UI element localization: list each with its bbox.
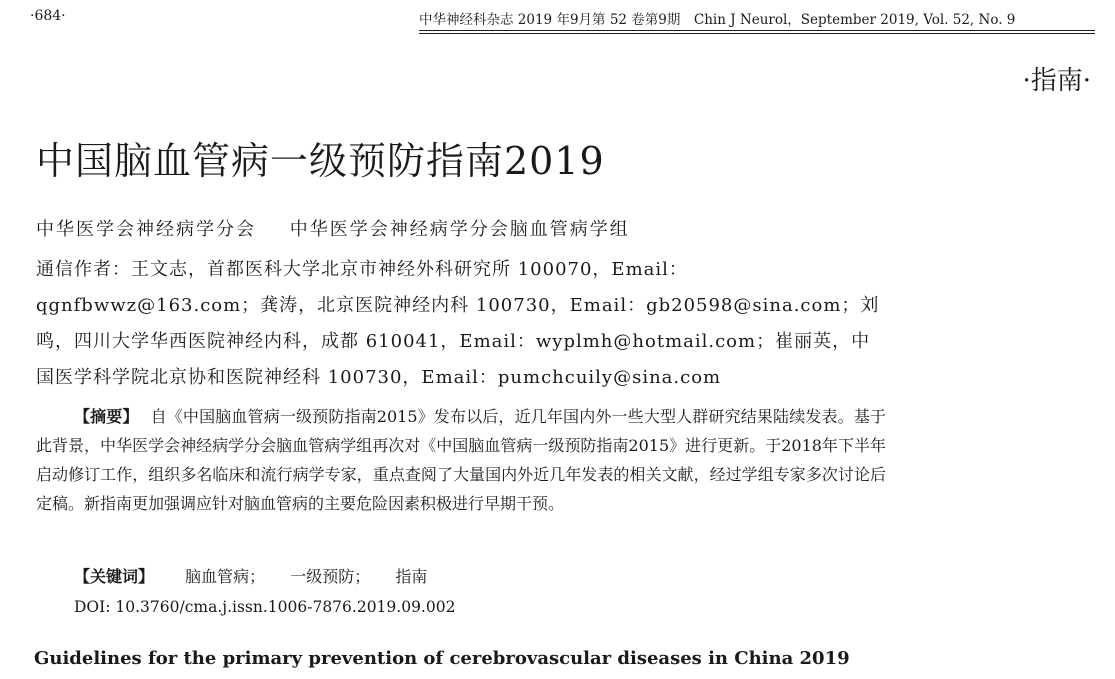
journal-header: 中华神经科杂志 2019 年9月第 52 卷第9期 Chin J Neurol，September 2019, Vol. 52, No. 9	[419, 12, 1016, 28]
page-number: ·684·	[30, 8, 66, 24]
keyword: 一级预防；	[290, 567, 371, 586]
header-rule	[419, 30, 1095, 31]
keywords	[74, 564, 447, 587]
correspondence: 通信作者：王文志，首都医科大学北京市神经外科研究所 100070，Email：qgnfbwwz@163.com；龚涛，北京医院神经内科 100730，Email：gb20598@sina.com；刘鸣，四川大学华西医院神经内科，成都 610041，Email：wyplmh@hotmail.com；崔丽英，中国医学科学院北京协和医院神经科 100730，Email：pumchcuily@sina.com	[36, 259, 880, 388]
keyword: 脑血管病；	[185, 567, 266, 586]
keywords-label: 【关键词】	[74, 567, 155, 586]
abstract-label: 【摘要】	[74, 407, 139, 426]
abstract-text: 自《中国脑血管病一级预防指南2015》发布以后，近几年国内外一些大型人群研究结果陆续发表。基于此背景，中华医学会神经病学分会脑血管病学组再次对《中国脑血管病一级预防指南2015》进行更新。于2018年下半年启动修订工作，组织多名临床和流行病学专家，重点查阅了大量国内外近几年发表的相关文献，经过学组专家多次讨论后定稿。新指南更加强调应针对脑血管病的主要危险因素积极进行早期干预。	[36, 407, 886, 513]
author-list	[36, 215, 630, 241]
author: 中华医学会神经病学分会脑血管病学组	[289, 219, 630, 240]
doi: DOI: 10.3760/cma.j.issn.1006-7876.2019.09.002	[74, 598, 456, 616]
english-title: Guidelines for the primary prevention of cerebrovascular diseases in China 2019	[34, 648, 850, 669]
abstract	[36, 402, 886, 518]
article-title: 中国脑血管病一级预防指南2019	[36, 139, 605, 183]
author: 中华医学会神经病学分会	[36, 219, 256, 240]
keyword: 指南	[395, 567, 428, 586]
section-tag: ·指南·	[1022, 66, 1091, 96]
header-rule	[419, 33, 1095, 34]
